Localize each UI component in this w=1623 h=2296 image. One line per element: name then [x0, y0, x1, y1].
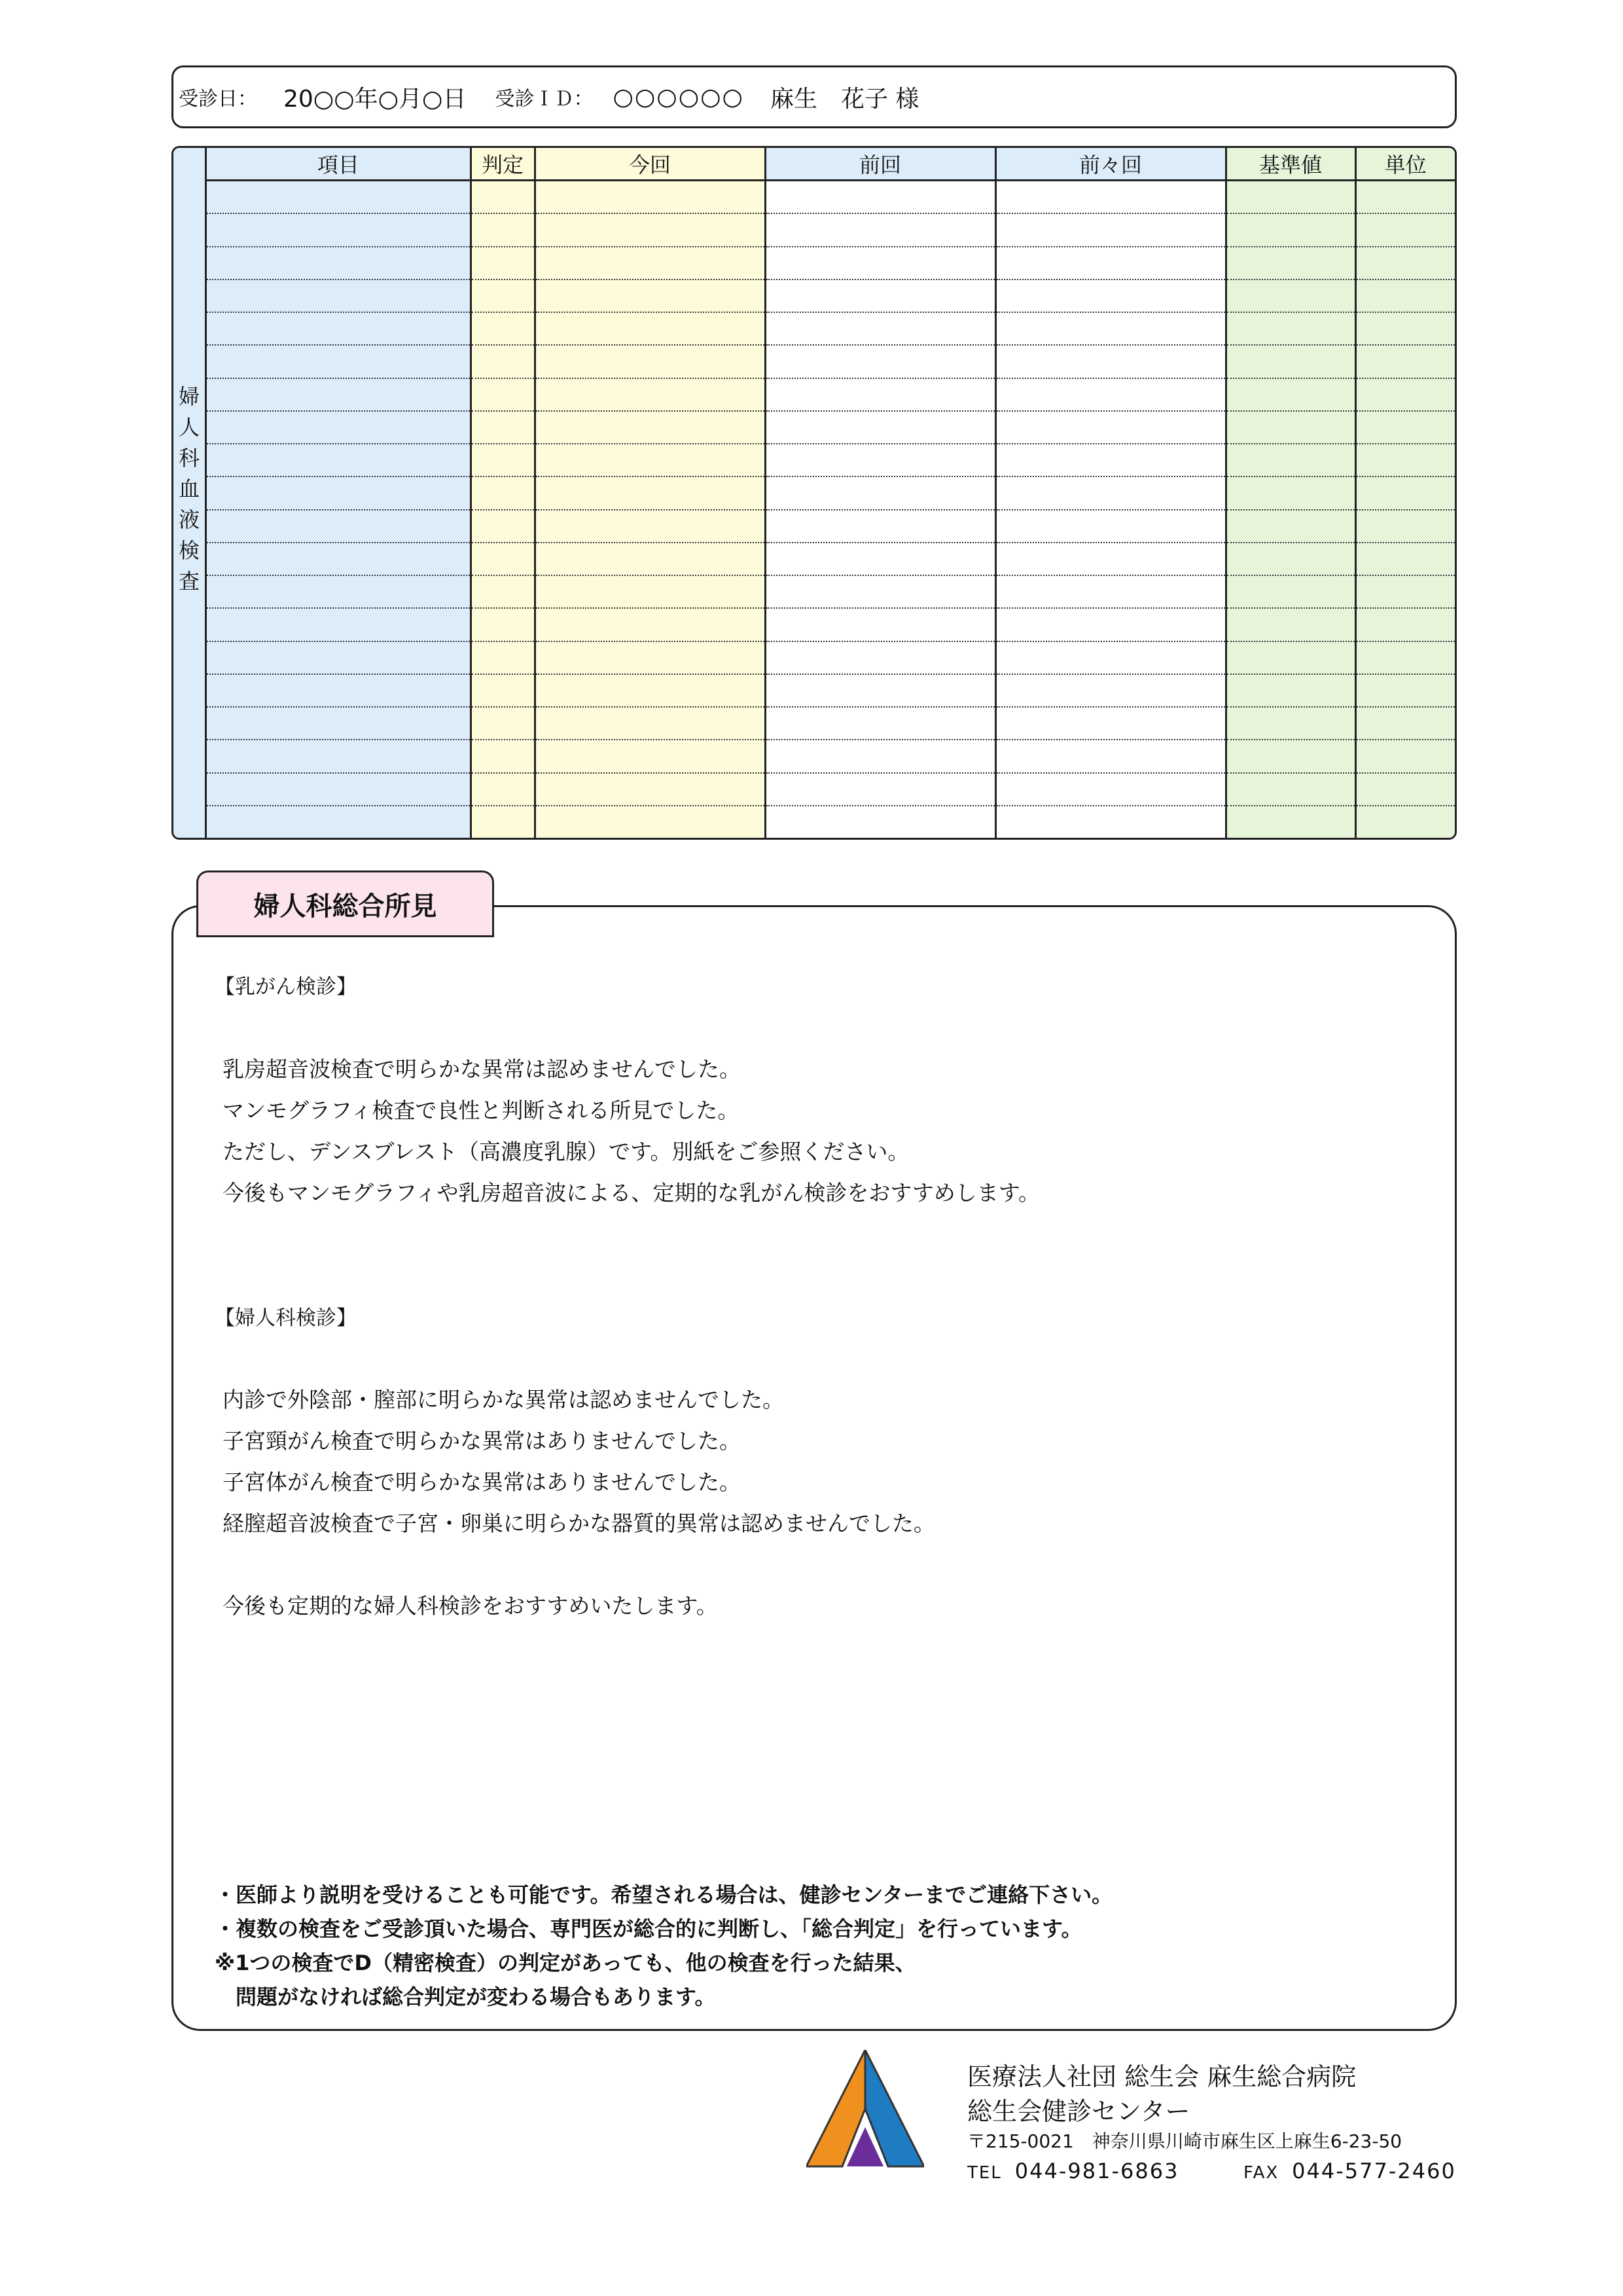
- gyn-finding-line: 内診で外陰部・膣部に明らかな異常は認めませんでした。: [223, 1387, 784, 1412]
- cell-judgement: [471, 476, 535, 509]
- cell-unit: [1355, 674, 1455, 707]
- note-line: ・複数の検査をご受診頂いた場合、専門医が総合的に判断し、「総合判定」を行っています。: [215, 1916, 1082, 1941]
- note-line: 問題がなければ総合判定が変わる場合もあります。: [215, 1984, 716, 2009]
- table-row: [207, 543, 1455, 575]
- cell-current: [535, 378, 765, 411]
- breast-exam-heading: 【乳がん検診】: [215, 975, 357, 999]
- cell-current: [535, 806, 765, 838]
- gyn-finding-line: 子宮体がん検査で明らかな異常はありませんでした。: [223, 1469, 741, 1495]
- cell-reference: [1226, 345, 1355, 378]
- gyn-closing-line: 今後も定期的な婦人科検診をおすすめいたします。: [223, 1593, 718, 1619]
- cell-item: [207, 707, 471, 740]
- cell-previous: [765, 444, 995, 476]
- cell-previous: [765, 806, 995, 838]
- table-row: [207, 213, 1455, 246]
- breast-finding-line: マンモグラフィ検査で良性と判断される所見でした。: [223, 1098, 740, 1123]
- table-row: [207, 641, 1455, 674]
- col-header-current: 今回: [535, 148, 765, 181]
- cell-current: [535, 444, 765, 476]
- cell-unit: [1355, 312, 1455, 345]
- cell-previous: [765, 773, 995, 806]
- cell-reference: [1226, 510, 1355, 543]
- cell-item: [207, 279, 471, 312]
- cell-judgement: [471, 378, 535, 411]
- cell-current: [535, 510, 765, 543]
- cell-unit: [1355, 641, 1455, 674]
- cell-item: [207, 312, 471, 345]
- breast-finding-line: 乳房超音波検査で明らかな異常は認めませんでした。: [223, 1056, 741, 1082]
- breast-finding-line: 今後もマンモグラフィや乳房超音波による、定期的な乳がん検診をおすすめします。: [223, 1180, 1041, 1206]
- tel-label: TEL: [967, 2163, 1002, 2183]
- cell-reference: [1226, 312, 1355, 345]
- side-label-char: 液: [178, 507, 200, 532]
- cell-item: [207, 740, 471, 772]
- cell-item: [207, 444, 471, 476]
- col-header-previous: 前回: [765, 148, 995, 181]
- cell-current: [535, 181, 765, 214]
- cell-judgement: [471, 312, 535, 345]
- cell-current: [535, 575, 765, 608]
- cell-item: [207, 674, 471, 707]
- cell-item: [207, 543, 471, 575]
- table-row: [207, 806, 1455, 838]
- cell-reference: [1226, 740, 1355, 772]
- cell-unit: [1355, 279, 1455, 312]
- cell-before-previous: [995, 773, 1226, 806]
- note-line: ※1つの検査でD（精密検査）の判定があっても、他の検査を行った結果、: [215, 1950, 916, 1975]
- cell-current: [535, 279, 765, 312]
- cell-previous: [765, 312, 995, 345]
- center-name: 総生会健診センター: [967, 2097, 1190, 2126]
- cell-judgement: [471, 444, 535, 476]
- table-row: [207, 740, 1455, 772]
- cell-judgement: [471, 707, 535, 740]
- cell-judgement: [471, 773, 535, 806]
- cell-previous: [765, 279, 995, 312]
- side-label-text: [179, 382, 200, 597]
- table-row: [207, 279, 1455, 312]
- cell-previous: [765, 707, 995, 740]
- cell-current: [535, 543, 765, 575]
- cell-item: [207, 378, 471, 411]
- col-header-judgement: 判定: [471, 148, 535, 181]
- cell-before-previous: [995, 740, 1226, 772]
- findings-title: 婦人科総合所見: [196, 870, 494, 937]
- cell-previous: [765, 247, 995, 279]
- visit-info-header: [171, 65, 1457, 128]
- cell-judgement: [471, 641, 535, 674]
- cell-before-previous: [995, 279, 1226, 312]
- side-label-char: 査: [178, 569, 200, 594]
- cell-previous: [765, 674, 995, 707]
- cell-before-previous: [995, 608, 1226, 641]
- col-header-before-previous: 前々回: [995, 148, 1226, 181]
- visit-id: ○○○○○○: [613, 83, 744, 111]
- fax-info: [1243, 2159, 1456, 2183]
- cell-current: [535, 740, 765, 772]
- cell-current: [535, 247, 765, 279]
- table-row: [207, 510, 1455, 543]
- cell-before-previous: [995, 641, 1226, 674]
- cell-unit: [1355, 707, 1455, 740]
- table-row: [207, 345, 1455, 378]
- side-label-char: 婦: [178, 384, 200, 409]
- cell-unit: [1355, 575, 1455, 608]
- cell-judgement: [471, 543, 535, 575]
- side-label-char: 人: [178, 415, 200, 440]
- visit-date: 20○○年○月○日: [283, 85, 467, 113]
- cell-before-previous: [995, 674, 1226, 707]
- cell-judgement: [471, 279, 535, 312]
- cell-previous: [765, 345, 995, 378]
- gyn-finding-line: 子宮頸がん検査で明らかな異常はありませんでした。: [223, 1428, 741, 1454]
- cell-item: [207, 510, 471, 543]
- cell-before-previous: [995, 575, 1226, 608]
- cell-before-previous: [995, 543, 1226, 575]
- address: 〒215-0021 神奈川県川崎市麻生区上麻生6-23-50: [967, 2130, 1402, 2152]
- table-row: [207, 608, 1455, 641]
- cell-item: [207, 608, 471, 641]
- table-row: [207, 378, 1455, 411]
- cell-item: [207, 411, 471, 444]
- cell-reference: [1226, 279, 1355, 312]
- cell-reference: [1226, 543, 1355, 575]
- cell-before-previous: [995, 378, 1226, 411]
- table-row: [207, 444, 1455, 476]
- cell-current: [535, 674, 765, 707]
- cell-reference: [1226, 608, 1355, 641]
- cell-before-previous: [995, 213, 1226, 246]
- cell-reference: [1226, 575, 1355, 608]
- cell-item: [207, 476, 471, 509]
- cell-item: [207, 641, 471, 674]
- cell-reference: [1226, 806, 1355, 838]
- cell-item: [207, 247, 471, 279]
- cell-unit: [1355, 806, 1455, 838]
- breast-finding-line: ただし、デンスブレスト（高濃度乳腺）です。別紙をご参照ください。: [223, 1139, 910, 1164]
- side-label-char: 検: [178, 538, 200, 563]
- cell-judgement: [471, 740, 535, 772]
- cell-item: [207, 181, 471, 214]
- cell-reference: [1226, 641, 1355, 674]
- visit-date-label: 受診日：: [179, 88, 257, 111]
- cell-current: [535, 608, 765, 641]
- cell-judgement: [471, 411, 535, 444]
- side-label-char: 科: [178, 446, 200, 471]
- cell-before-previous: [995, 411, 1226, 444]
- gyn-blood-test-table: [171, 146, 1457, 840]
- side-label-char: 血: [178, 476, 200, 501]
- table-body: [207, 181, 1455, 838]
- table-row: [207, 312, 1455, 345]
- cell-reference: [1226, 411, 1355, 444]
- tel-info: [967, 2159, 1179, 2183]
- cell-before-previous: [995, 181, 1226, 214]
- cell-before-previous: [995, 476, 1226, 509]
- table-row: [207, 773, 1455, 806]
- cell-current: [535, 213, 765, 246]
- cell-unit: [1355, 411, 1455, 444]
- cell-previous: [765, 411, 995, 444]
- cell-unit: [1355, 181, 1455, 214]
- cell-current: [535, 312, 765, 345]
- cell-before-previous: [995, 312, 1226, 345]
- gyn-finding-line: 経膣超音波検査で子宮・卵巣に明らかな器質的異常は認めませんでした。: [223, 1511, 935, 1536]
- cell-judgement: [471, 247, 535, 279]
- table-row: [207, 476, 1455, 509]
- cell-judgement: [471, 510, 535, 543]
- cell-judgement: [471, 181, 535, 214]
- cell-previous: [765, 181, 995, 214]
- cell-reference: [1226, 674, 1355, 707]
- cell-unit: [1355, 773, 1455, 806]
- cell-before-previous: [995, 806, 1226, 838]
- cell-judgement: [471, 213, 535, 246]
- cell-item: [207, 773, 471, 806]
- cell-previous: [765, 510, 995, 543]
- cell-before-previous: [995, 510, 1226, 543]
- cell-reference: [1226, 773, 1355, 806]
- cell-judgement: [471, 674, 535, 707]
- cell-item: [207, 213, 471, 246]
- cell-unit: [1355, 608, 1455, 641]
- cell-current: [535, 707, 765, 740]
- results-grid: [207, 148, 1455, 838]
- tel-number: 044-981-6863: [1014, 2159, 1179, 2183]
- table-row: [207, 411, 1455, 444]
- cell-reference: [1226, 378, 1355, 411]
- table-side-label: [173, 148, 207, 838]
- cell-unit: [1355, 247, 1455, 279]
- cell-item: [207, 575, 471, 608]
- col-header-item: 項目: [207, 148, 471, 181]
- cell-previous: [765, 543, 995, 575]
- cell-item: [207, 806, 471, 838]
- cell-judgement: [471, 575, 535, 608]
- cell-previous: [765, 740, 995, 772]
- cell-item: [207, 345, 471, 378]
- cell-unit: [1355, 543, 1455, 575]
- cell-unit: [1355, 345, 1455, 378]
- cell-reference: [1226, 247, 1355, 279]
- fax-label: FAX: [1243, 2163, 1279, 2183]
- cell-before-previous: [995, 707, 1226, 740]
- table-row: [207, 575, 1455, 608]
- cell-reference: [1226, 444, 1355, 476]
- cell-reference: [1226, 181, 1355, 214]
- col-header-unit: 単位: [1355, 148, 1455, 181]
- cell-current: [535, 641, 765, 674]
- cell-judgement: [471, 806, 535, 838]
- cell-previous: [765, 641, 995, 674]
- cell-previous: [765, 378, 995, 411]
- table-row: [207, 247, 1455, 279]
- cell-reference: [1226, 707, 1355, 740]
- cell-reference: [1226, 476, 1355, 509]
- table-row: [207, 674, 1455, 707]
- table-row: [207, 181, 1455, 214]
- cell-previous: [765, 608, 995, 641]
- cell-previous: [765, 476, 995, 509]
- cell-unit: [1355, 213, 1455, 246]
- cell-current: [535, 411, 765, 444]
- cell-previous: [765, 575, 995, 608]
- cell-current: [535, 476, 765, 509]
- fax-number: 044-577-2460: [1292, 2159, 1456, 2183]
- hospital-logo: [806, 2050, 924, 2169]
- table-header-row: [207, 148, 1455, 181]
- cell-current: [535, 345, 765, 378]
- cell-unit: [1355, 378, 1455, 411]
- cell-current: [535, 773, 765, 806]
- cell-previous: [765, 213, 995, 246]
- cell-unit: [1355, 740, 1455, 772]
- cell-judgement: [471, 345, 535, 378]
- cell-judgement: [471, 608, 535, 641]
- cell-unit: [1355, 444, 1455, 476]
- note-line: ・医師より説明を受けることも可能です。希望される場合は、健診センターまでご連絡下さい。: [215, 1882, 1113, 1907]
- patient-name: 麻生 花子 様: [770, 85, 919, 113]
- cell-before-previous: [995, 247, 1226, 279]
- organization-name: 医療法人社団 総生会 麻生総合病院: [967, 2062, 1357, 2091]
- cell-reference: [1226, 213, 1355, 246]
- gyn-exam-heading: 【婦人科検診】: [215, 1306, 357, 1330]
- cell-before-previous: [995, 345, 1226, 378]
- cell-unit: [1355, 476, 1455, 509]
- table-row: [207, 707, 1455, 740]
- col-header-reference: 基準値: [1226, 148, 1355, 181]
- cell-before-previous: [995, 444, 1226, 476]
- visit-id-label: 受診ＩＤ：: [495, 88, 594, 111]
- cell-unit: [1355, 510, 1455, 543]
